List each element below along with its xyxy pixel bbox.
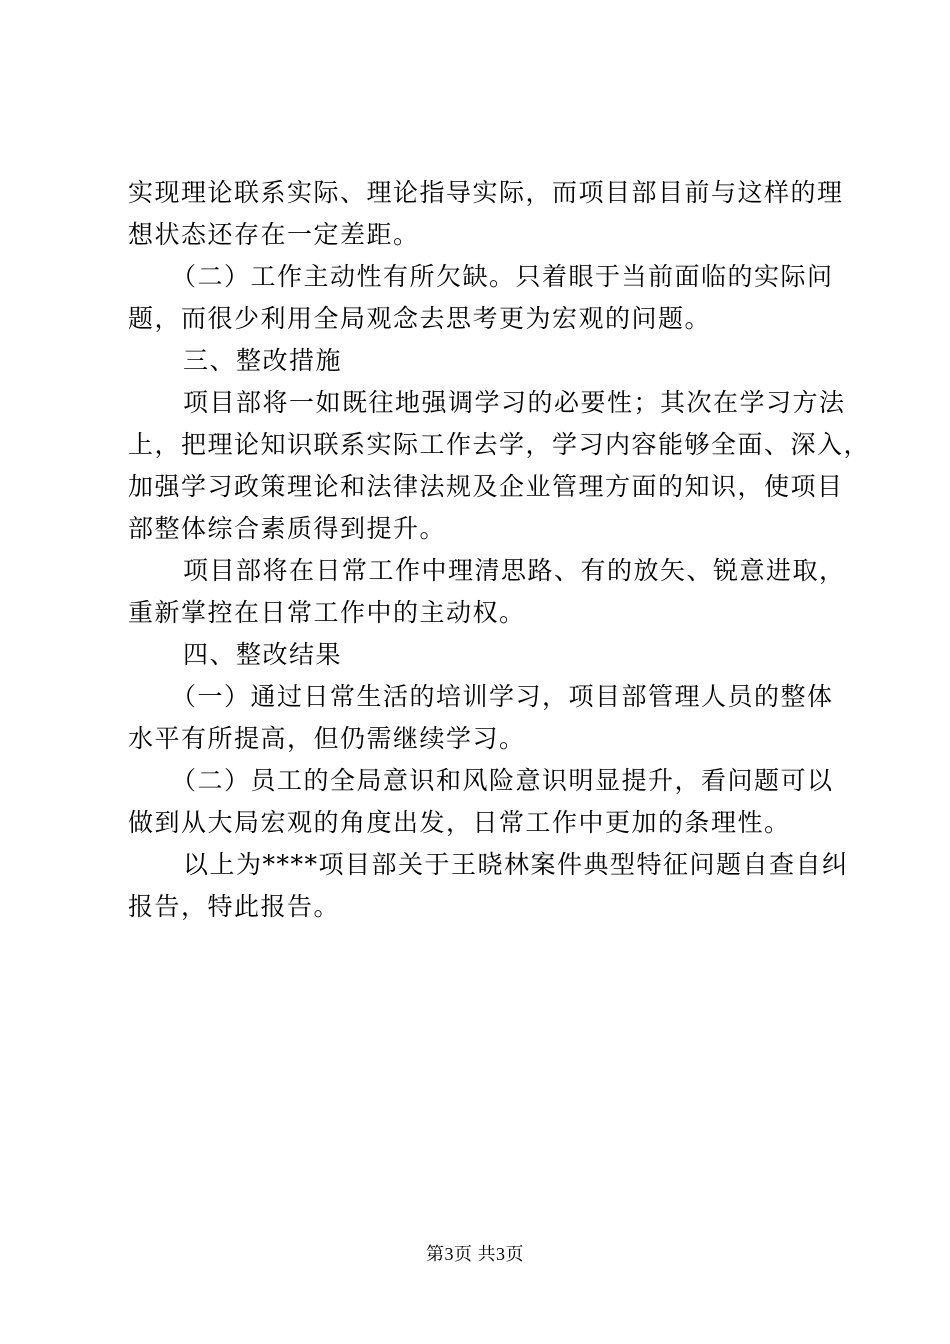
- page-number-footer: 第3页 共3页: [426, 1244, 524, 1264]
- paragraph-line: 报告，特此报告。: [128, 892, 341, 921]
- paragraph-line: 项目部将一如既往地强调学习的必要性；其次在学习方法: [183, 388, 846, 417]
- paragraph-line: （一）通过日常生活的培训学习，项目部管理人员的整体: [171, 682, 834, 711]
- paragraph-line: 加强学习政策理论和法律法规及企业管理方面的知识，使项目: [128, 472, 844, 501]
- paragraph-line: （二）员工的全局意识和风险意识明显提升，看问题可以: [171, 766, 834, 795]
- paragraph-line: 实现理论联系实际、理论指导实际，而项目部目前与这样的理: [128, 178, 844, 207]
- paragraph-line: （二）工作主动性有所欠缺。只着眼于当前面临的实际问: [171, 262, 834, 291]
- paragraph-line: 上，把理论知识联系实际工作去学，学习内容能够全面、深入，: [128, 430, 871, 459]
- paragraph-line: 题，而很少利用全局观念去思考更为宏观的问题。: [128, 304, 712, 333]
- paragraph-line: 部整体综合素质得到提升。: [128, 514, 447, 543]
- document-body: [128, 172, 871, 928]
- paragraph-line: 水平有所提高，但仍需继续学习。: [128, 724, 526, 753]
- paragraph-line: 想状态还存在一定差距。: [128, 220, 420, 249]
- paragraph-line: 项目部将在日常工作中理清思路、有的放矢、锐意进取，: [183, 556, 846, 585]
- section-heading: 四、整改结果: [183, 640, 343, 669]
- paragraph-line: 做到从大局宏观的角度出发，日常工作中更加的条理性。: [128, 808, 791, 837]
- paragraph-line: 重新掌控在日常工作中的主动权。: [128, 598, 526, 627]
- paragraph-line: 以上为****项目部关于王晓林案件典型特征问题自查自纠: [183, 850, 849, 879]
- section-heading: 三、整改措施: [183, 346, 343, 375]
